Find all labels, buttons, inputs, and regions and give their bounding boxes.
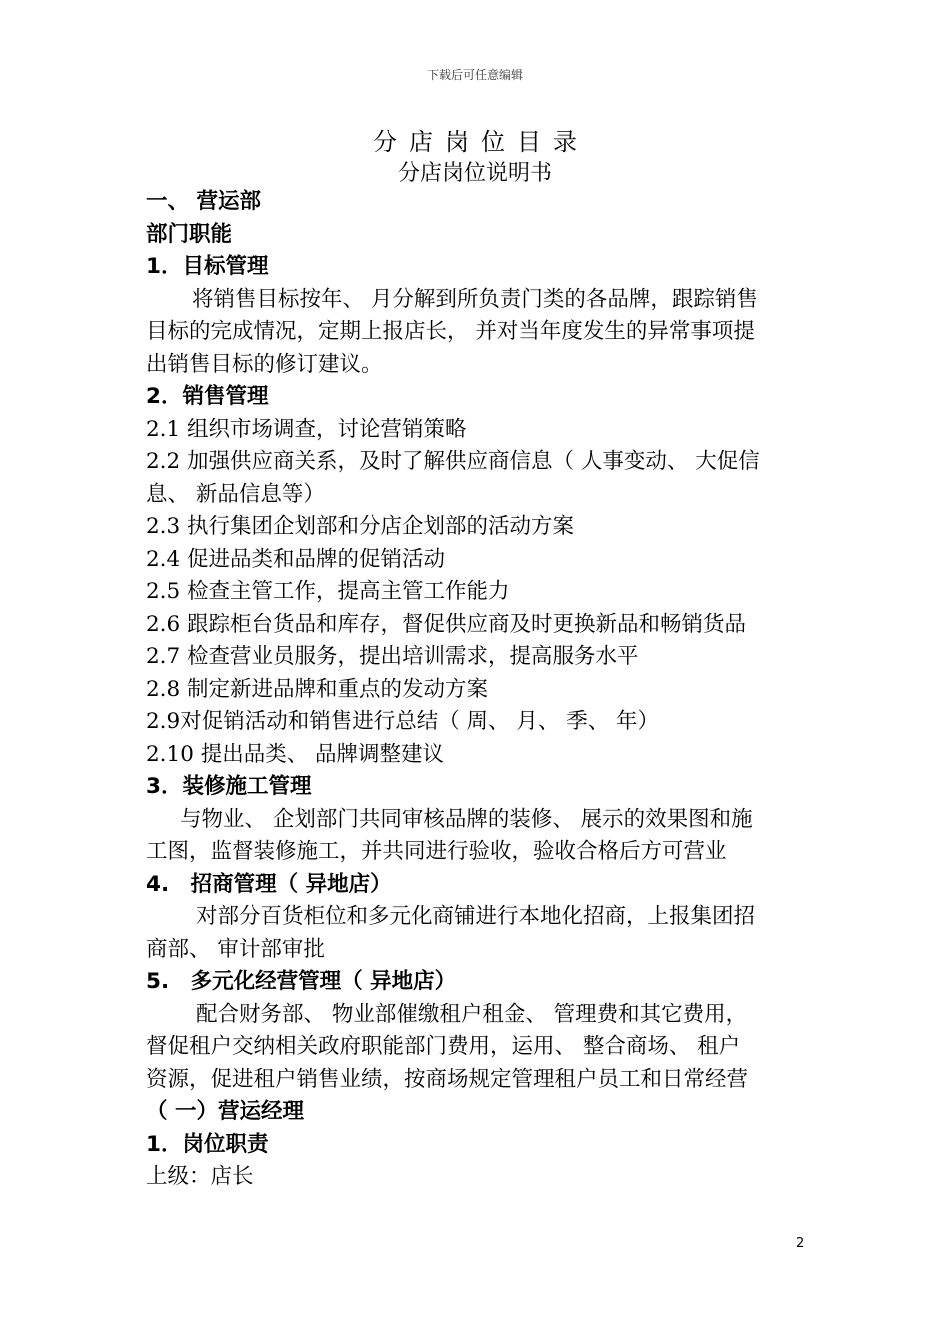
department-functions-heading: 部门职能 bbox=[146, 221, 233, 247]
heading-diversified-operations: 5. 多元化经营管理（ 异地店） bbox=[146, 969, 457, 994]
paragraph-line: 督促租户交纳相关政府职能部门费用，运用、 整合商场、 租户 bbox=[146, 1034, 741, 1059]
subsection-heading-operations-manager: （ 一）营运经理 bbox=[146, 1099, 304, 1124]
item-number: 2.2 bbox=[146, 449, 181, 474]
item-text: 制定新进品牌和重点的发动方案 bbox=[187, 676, 489, 702]
paragraph-line: 出销售目标的修订建议。 bbox=[146, 351, 383, 377]
item-number: 2.1 bbox=[146, 416, 181, 442]
list-item bbox=[146, 706, 810, 739]
item-number: 2.7 bbox=[146, 644, 181, 669]
document-body bbox=[146, 186, 810, 1194]
paragraph-line: 资源，促进租户销售业绩，按商场规定管理租户员工和日常经营 bbox=[146, 1066, 749, 1092]
item-number: 2.10 bbox=[146, 741, 194, 767]
heading-target-management: 1．目标管理 bbox=[146, 254, 269, 279]
list-item-continuation: 息、 新品信息等） bbox=[146, 481, 325, 507]
item-text: 检查主管工作，提高主管工作能力 bbox=[187, 579, 510, 604]
paragraph-line: 工图，监督装修施工，并共同进行验收，验收合格后方可营业 bbox=[146, 839, 727, 864]
page-number: 2 bbox=[796, 1236, 805, 1251]
item-number: 2.9 bbox=[146, 709, 181, 734]
page-title: 分店岗位目录 bbox=[373, 128, 589, 156]
heading-job-responsibilities: 1．岗位职责 bbox=[146, 1131, 269, 1157]
heading-merchant-recruitment: 4. 招商管理（ 异地店） bbox=[146, 871, 392, 897]
section-heading-operations: 一、 营运部 bbox=[146, 189, 261, 214]
list-item bbox=[146, 446, 810, 479]
list-item bbox=[146, 414, 810, 447]
paragraph-line: 目标的完成情况，定期上报店长， 并对当年度发生的异常事项提 bbox=[146, 319, 755, 344]
item-number: 2.8 bbox=[146, 676, 181, 702]
item-text: 促进品类和品牌的促销活动 bbox=[187, 546, 446, 572]
item-number: 2.4 bbox=[146, 546, 181, 572]
list-item bbox=[146, 609, 810, 642]
item-text: 组织市场调查，讨论营销策略 bbox=[187, 416, 467, 442]
paragraph-line: 配合财务部、 物业部催缴租户租金、 管理费和其它费用， bbox=[196, 1001, 748, 1027]
item-text: 检查营业员服务，提出培训需求，提高服务水平 bbox=[187, 644, 639, 669]
item-text: 对促销活动和销售进行总结（ 周、 月、 季、 年） bbox=[180, 709, 660, 734]
heading-renovation-management: 3．装修施工管理 bbox=[146, 774, 312, 799]
item-number: 2.3 bbox=[146, 514, 181, 539]
item-text: 加强供应商关系，及时了解供应商信息（ 人事变动、 大促信 bbox=[187, 449, 760, 474]
page-subtitle: 分店岗位说明书 bbox=[397, 161, 552, 186]
list-item bbox=[146, 511, 810, 544]
paragraph-line: 将销售目标按年、 月分解到所负责门类的各品牌，跟踪销售 bbox=[192, 286, 758, 312]
item-text: 提出品类、 品牌调整建议 bbox=[200, 741, 445, 767]
list-item bbox=[146, 641, 810, 674]
list-item bbox=[146, 544, 810, 577]
paragraph-line: 与物业、 企划部门共同审核品牌的装修、 展示的效果图和施 bbox=[180, 806, 753, 832]
header-note: 下载后可任意编辑 bbox=[426, 68, 523, 82]
list-item bbox=[146, 576, 810, 609]
list-item bbox=[146, 739, 810, 772]
heading-sales-management: 2．销售管理 bbox=[146, 384, 269, 409]
paragraph-line: 对部分百货柜位和多元化商铺进行本地化招商，上报集团招 bbox=[196, 904, 756, 929]
item-text: 执行集团企划部和分店企划部的活动方案 bbox=[187, 514, 575, 539]
list-item bbox=[146, 674, 810, 707]
paragraph-line: 商部、 审计部审批 bbox=[146, 936, 325, 962]
item-text: 跟踪柜台货品和库存，督促供应商及时更换新品和畅销货品 bbox=[187, 611, 747, 637]
item-number: 2.6 bbox=[146, 611, 181, 637]
item-number: 2.5 bbox=[146, 579, 181, 604]
superior-line: 上级：店长 bbox=[146, 1164, 254, 1189]
